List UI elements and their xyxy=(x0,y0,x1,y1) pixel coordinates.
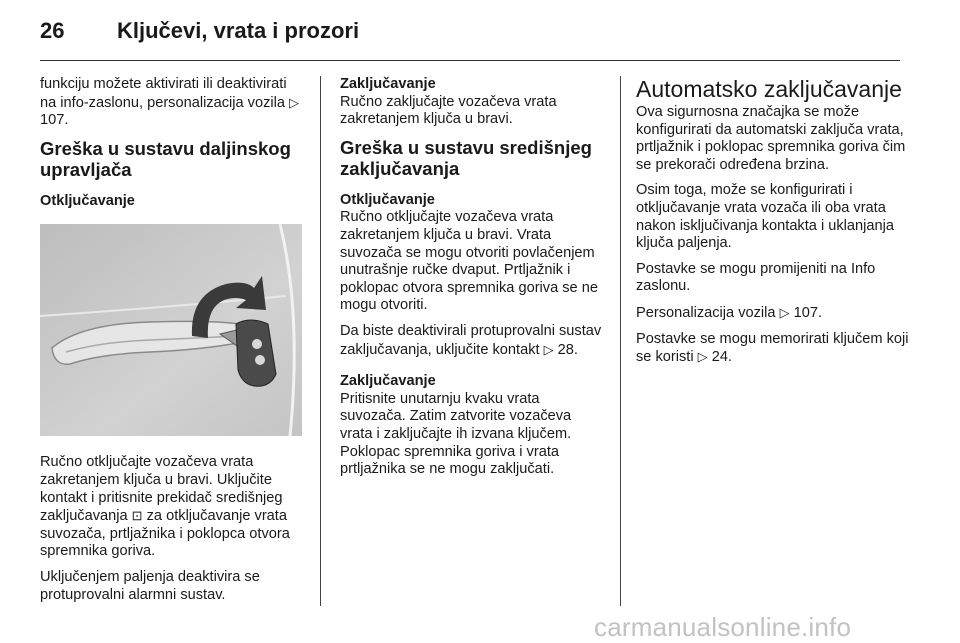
subheading-lock: Zaključavanje xyxy=(340,76,436,92)
auto-lock-paragraph-5 xyxy=(636,331,912,367)
page-ref[interactable]: 107. xyxy=(793,304,823,321)
memory-text: Postavke se mogu memorirati ključem koji se koristi xyxy=(636,330,909,366)
page-ref[interactable]: 107. xyxy=(40,112,69,129)
ref-arrow-icon: ▷ xyxy=(543,341,554,357)
ref-arrow-icon: ▷ xyxy=(289,94,300,110)
subheading-unlock-2: Otključavanje xyxy=(340,191,435,208)
subheading-unlock: Otključavanje xyxy=(40,192,135,209)
unlock-text-b: za otključavanje vrata suvozača, prtljažnika i poklopca otvora spremnika goriva. xyxy=(40,508,290,560)
column-divider-2 xyxy=(620,76,621,606)
section-heading-remote: Greška u sustavu daljinskog upravljača xyxy=(40,137,291,180)
page-title: Ključevi, vrata i prozori xyxy=(117,18,360,43)
unlock-paragraph-2: Ručno otključajte vozačeva vrata zakretanjem ključa u bravi. Vrata suvozača se mogu otvoriti povlačenjem unutrašnje ručke dvaput. Prtljažnik i poklopac otvora spremnika goriva se ne mogu otvoriti. xyxy=(340,209,598,314)
personalization-text: Personalizacija vozila xyxy=(636,304,780,321)
subheading-lock-2: Zaključavanje xyxy=(340,373,436,390)
ref-arrow-icon: ▷ xyxy=(779,304,790,320)
section-heading-central-locking: Greška u sustavu središnjeg zaključavanja xyxy=(340,136,592,179)
intro-text: funkciju možete aktivirati ili deaktivirati na info-zaslonu, personalizacija vozila xyxy=(40,76,290,111)
section-heading-auto-lock: Automatsko zaključavanje xyxy=(636,76,902,102)
auto-lock-paragraph-4 xyxy=(636,304,912,323)
column-1 xyxy=(40,76,306,612)
lock-paragraph-2: Pritisnite unutarnju kvaku vrata suvozača. Zatim zatvorite vozačeva vrata i zaključajte ih izvana ključem. Poklopac spremnika goriva i vrata prtljažnika se ne mogu zaključati. xyxy=(340,390,572,478)
auto-lock-paragraph-3: Postavke se mogu promijeniti na Info zaslonu. xyxy=(636,260,876,295)
page-number: 26 xyxy=(40,18,65,43)
intro-paragraph xyxy=(40,76,306,130)
deactivate-text: Da biste deaktivirali protuprovalni sustav zaključavanja, uključite kontakt xyxy=(340,322,602,358)
page-ref[interactable]: 28. xyxy=(557,341,578,358)
page-ref[interactable]: 24. xyxy=(711,349,732,366)
alarm-paragraph: Uključenjem paljenja deaktivira se protuprovalni alarmni sustav. xyxy=(40,568,260,603)
key-in-door-illustration xyxy=(40,224,302,436)
unlock-paragraph xyxy=(40,454,306,561)
header-rule xyxy=(40,60,900,61)
lock-paragraph: Ručno zaključajte vozačeva vrata zakretanjem ključa u bravi. xyxy=(340,93,557,128)
unlock-icon: ⊡ xyxy=(131,508,143,524)
deactivate-paragraph xyxy=(340,323,606,359)
auto-lock-paragraph-1: Ova sigurnosna značajka se može konfigurirati da automatski zaključa vrata, prtljažnik i poklopac spremnika goriva čim se prekorači određena brzina. xyxy=(636,104,906,173)
column-3 xyxy=(636,76,912,375)
column-2 xyxy=(340,76,606,487)
watermark: carmanualsonline.info xyxy=(594,612,852,642)
column-divider-1 xyxy=(320,76,321,606)
auto-lock-paragraph-2: Osim toga, može se konfigurirati i otključavanje vrata vozača ili oba vrata nakon isključivanja kontakta i uklanjanja ključa paljenja. xyxy=(636,182,894,252)
ref-arrow-icon: ▷ xyxy=(697,349,708,365)
unlock-text-a: Ručno otključajte vozačeva vrata zakretanjem ključa u bravi. Uključite kontakt i pritisnite prekidač središnjeg zaključavanja xyxy=(40,454,283,525)
